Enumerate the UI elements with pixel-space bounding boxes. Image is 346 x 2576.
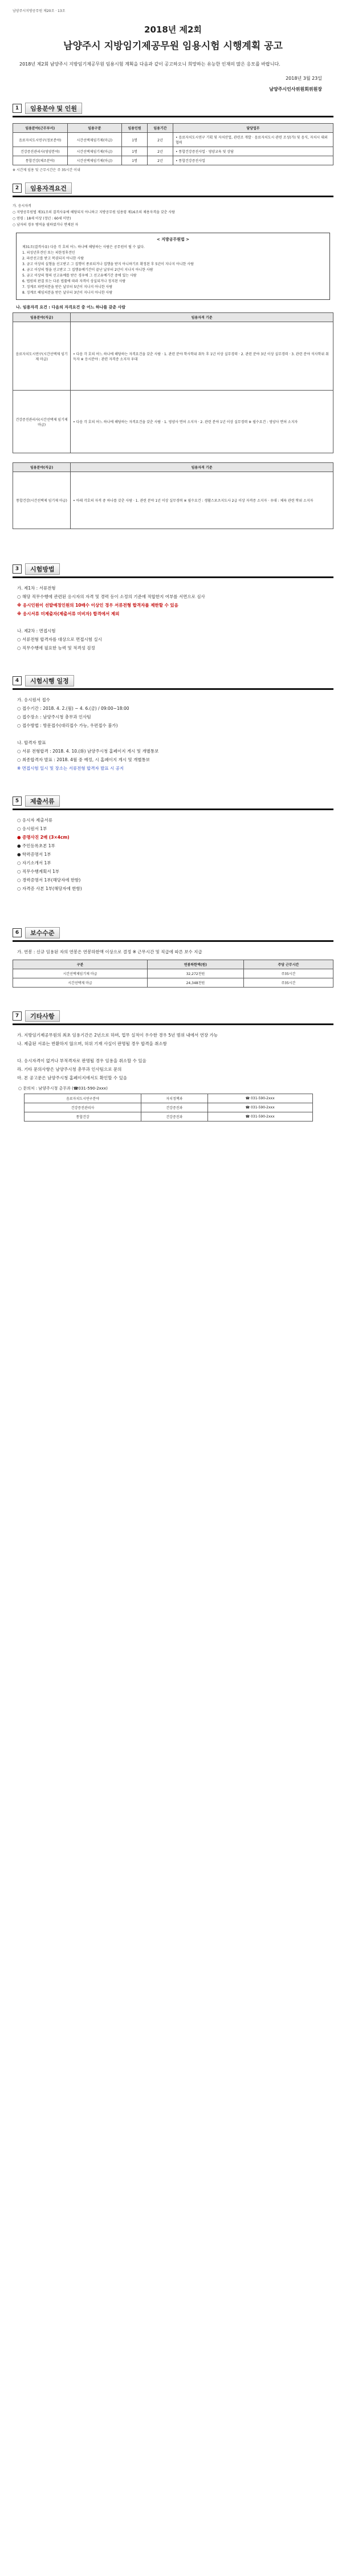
schedule-highlight: ※ 면접시험 일시 및 장소는 서류전형 합격자 발표 시 공지 — [17, 766, 124, 771]
cell: 건강증진과 — [141, 1112, 207, 1122]
cell: 2년 — [148, 147, 173, 156]
schedule-text — [13, 696, 333, 773]
law-line: 4. 금고 이상의 형을 선고받고 그 집행유예기간이 끝난 날부터 2년이 지나지 아니한 사람 — [22, 268, 153, 272]
th-type: 임용구분 — [67, 124, 122, 133]
th: 임용자격 기준 — [71, 313, 333, 322]
section-title: 제출서류 — [25, 795, 60, 807]
intro-text: 2018년 제2회 남양주시 지방임기제공무원 임용시험 계획을 다음과 같이 공고하오니 희망하는 유능한 인재의 많은 응모를 바랍니다. — [19, 62, 280, 67]
cell: 시간선택제임기제(마급) — [67, 156, 122, 165]
text-line: ○ 경력증명서 1부(해당자에 한함) — [17, 877, 81, 883]
cell: ☎ 031-590-2xxx — [207, 1112, 312, 1122]
th: 구분 — [13, 960, 148, 969]
table-row — [13, 147, 333, 156]
section-title: 시험시행 일정 — [25, 675, 74, 686]
table-row — [13, 391, 333, 453]
section-number: 5 — [13, 797, 22, 806]
cell: ☎ 031-590-2xxx — [207, 1094, 312, 1103]
text-line: ○ 서류전형 합격자를 대상으로 면접시험 실시 — [17, 637, 102, 642]
law-line: 제31조(결격사유) 다음 각 호의 어느 하나에 해당하는 사람은 공무원이 될 수 없다. — [22, 245, 145, 249]
table-row — [13, 322, 333, 391]
section-5-header — [13, 795, 333, 810]
law-box — [16, 233, 330, 300]
header-small: 남양주시지방공무원 제20조 · 13조 — [13, 9, 66, 13]
table-qualifications — [13, 312, 333, 453]
section-number: 2 — [13, 184, 22, 193]
section-number: 3 — [13, 564, 22, 574]
law-line: 8. 징계로 해임처분을 받은 날부터 3년이 지나지 아니한 사람 — [22, 291, 113, 295]
cell: 건강증진관리사 — [25, 1103, 141, 1112]
cell: 1명 — [122, 133, 148, 147]
text-line: ● 학력증명서 1부 — [17, 852, 51, 857]
text-line: 가. 지방임기제공무원의 최초 임용기간은 2년으로 하며, 업무 실적이 우수한 경우 5년 범위 내에서 연장 가능 — [17, 1033, 218, 1038]
section-number: 1 — [13, 104, 22, 113]
section-6-header — [13, 927, 333, 942]
cell: 음료자치도시연구(정보분야) — [13, 133, 68, 147]
text-line: ● 증명사진 2매 (3×4cm) — [17, 835, 70, 840]
law-line: 1. 피성년후견인 또는 피한정후견인 — [22, 251, 75, 255]
notice-page — [0, 0, 346, 1133]
text-line: ○ 연령 : 18세 이상 (정년 : 60세 미만) — [13, 217, 71, 221]
text-line: ● 주민등록초본 1부 — [17, 843, 55, 848]
th: 연봉하한액(원) — [148, 960, 244, 969]
cell: 2년 — [148, 133, 173, 147]
text-line: ○ 직무수행에 필요한 능력 및 적격성 검정 — [17, 645, 95, 651]
cell: 시간선택제임기제 마급 — [13, 969, 148, 978]
th-period: 임용기간 — [148, 124, 173, 133]
section-title: 보수수준 — [25, 927, 60, 938]
text-line: ○ 접수기간 : 2018. 4. 2.(월) ~ 4. 6.(금) / 09:00~18:00 — [17, 706, 129, 711]
text-line — [17, 618, 333, 627]
cell: 시간선택제임기제(마급) — [67, 133, 122, 147]
cell: • 아래 각호의 자격 중 하나를 갖춘 사람 · 1. 관련 분야 1년 이상 실무경력 ※ 필수요건 : 생활스포츠지도사 2급 이상 자격증 소지자 · 우대 : 체육 관련 학위 소지자 — [71, 472, 333, 529]
th: 임용분야(직급) — [13, 313, 71, 322]
law-line: 3. 금고 이상의 실형을 선고받고 그 집행이 종료되거나 집행을 받지 아니하기로 확정된 후 5년이 지나지 아니한 사람 — [22, 262, 194, 266]
text-line: ○ 자격증 사본 1부(해당자에 한함) — [17, 886, 82, 891]
text-line: 가. 응시원서 접수 — [17, 697, 50, 702]
table-row — [25, 1094, 313, 1103]
title-line-1: 2018년 제2회 — [144, 25, 202, 35]
qualification-text — [13, 203, 333, 228]
text-line — [17, 730, 333, 738]
law-line: 7. 징계로 파면처분을 받은 날부터 5년이 지나지 아니한 사람 — [22, 285, 113, 289]
cell: 1명 — [122, 156, 148, 165]
table-contact — [24, 1094, 313, 1122]
section-title: 임용분야 및 인원 — [25, 103, 82, 114]
table-row — [13, 978, 333, 988]
table-row — [25, 1112, 313, 1122]
text-line: ○ 남자의 경우 병역을 필하였거나 면제된 자 — [13, 223, 79, 227]
text-line: ※ 응시서류 미제출자(제출서류 미비자) 합격에서 제외 — [17, 611, 120, 616]
text-line: ○ 응시자 제출서류 — [17, 818, 53, 823]
title-line-2: 남양주시 지방임기제공무원 임용시험 시행계획 공고 — [63, 40, 283, 52]
text-line: ○ 해당 직무수행에 관련된 응시자의 자격 및 경력 등이 소정의 기준에 적합한지 여부를 서면으로 심사 — [17, 594, 205, 599]
text-line: 마. 본 공고문은 남양주시청 홈페이지에서도 확인할 수 있음 — [17, 1075, 127, 1080]
law-box-title: < 지방공무원법 > — [156, 237, 190, 242]
table-row — [13, 969, 333, 978]
text-line — [17, 1048, 333, 1057]
cell: ☎ 031-590-2xxx — [207, 1103, 312, 1112]
cell: • 통합건강증진사업 — [173, 156, 333, 165]
text-line: ○ 직무수행계획서 1부 — [17, 869, 60, 874]
cell: 건강증진관리사(시간선택제 임기제 마급) — [13, 391, 71, 453]
section-3-header — [13, 563, 333, 578]
table-row — [13, 156, 333, 165]
section-number: 6 — [13, 928, 22, 937]
text-line: 나. 합격자 발표 — [17, 740, 46, 745]
section-7-header — [13, 1010, 333, 1025]
section-number: 4 — [13, 676, 22, 685]
table-row — [13, 472, 333, 529]
salary-text: 가. 연봉 : 신규 임용된 자의 연봉은 연봉하한액 이상으로 결정 ※ 근무시간 및 직급에 따른 보수 지급 — [17, 949, 202, 954]
text-line: ○ 접수장소 : 남양주시청 총무과 인사팀 — [17, 714, 91, 720]
notice-date: 2018년 3월 23일 — [286, 76, 322, 81]
qualification-subtitle: 나. 임용자격 요건 : 다음의 자격요건 중 어느 하나를 갖춘 사람 — [16, 305, 126, 310]
table-salary — [13, 960, 333, 988]
cell: 건강증진과 — [141, 1103, 207, 1112]
text-line: ○ 서류 전형합격 : 2018. 4. 10.(화) 남양주시청 홈페이지 게시 및 개별통보 — [17, 749, 159, 754]
section-title: 임용자격요건 — [25, 182, 72, 194]
cell: 32,272천원 — [148, 969, 244, 978]
table-row — [25, 1103, 313, 1112]
cell: • 다음 각 호의 어느 하나에 해당하는 자격요건을 갖춘 사람 · 1. 영양사 면허 소지자 · 2. 관련 분야 1년 이상 실무경력 ※ 필수요건 : 영양사 면허 소지자 — [71, 391, 333, 453]
section-4-header — [13, 675, 333, 690]
text-line: ○ 접수방법 : 방문접수(대리접수 가능, 우편접수 불가) — [17, 723, 118, 728]
cell: • 음료자치도시연구 기획 및 자치산업, 관련조 개발 · 음료자치도시 관련 조성(가) 및 음식, 자치시 대외협력 — [173, 133, 333, 147]
other-text — [13, 1031, 333, 1082]
cell: • 통합건강증진사업 · 영양교육 및 상담 — [173, 147, 333, 156]
table-note: ※ 시간제 임용 및 근무시간은 주 35시간 이내 — [13, 168, 80, 172]
text-line: 나. 제2차 : 면접시험 — [17, 628, 56, 633]
section-title: 기타사항 — [25, 1010, 60, 1022]
section-2-header — [13, 182, 333, 197]
cell: 음료자치도시연구(시간선택제 임기제 마급) — [13, 322, 71, 391]
documents-text — [13, 816, 333, 893]
table-row — [13, 133, 333, 147]
section-1-header — [13, 103, 333, 117]
text-line: 가. 제1차 : 서류전형 — [17, 586, 56, 591]
law-line: 6. 법원의 판결 또는 다른 법률에 따라 자격이 상실되거나 정지된 사람 — [22, 279, 126, 283]
section-number: 7 — [13, 1011, 22, 1021]
section-title: 시험방법 — [25, 563, 60, 575]
table-qualifications-2 — [13, 462, 333, 529]
organization: 남양주시인사위원회위원장 — [269, 87, 322, 92]
text-line: 나. 제출된 서류는 반환하지 않으며, 허위 기재 사실이 판명될 경우 합격을 취소함 — [17, 1041, 167, 1046]
cell: 주35시간 — [243, 969, 333, 978]
cell: 24,348천원 — [148, 978, 244, 988]
th-field: 임용분야(근무부서) — [13, 124, 68, 133]
cell: • 다음 각 호의 어느 하나에 해당하는 자격요건을 갖춘 사람 · 1. 관련 분야 학사학위 취득 후 1년 이상 실무경력 · 2. 관련 분야 3년 이상 실무경력 · 3. 관련 분야 석사학위 취득자 ※ 응시분야 : 관련 자격증 소지자 우대 — [71, 322, 333, 391]
cell: 자치정책과 — [141, 1094, 207, 1103]
text-line: 가. 응시자격 — [13, 204, 31, 208]
cell: 통합건강(체조분야) — [13, 156, 68, 165]
th: 임용자격 기준 — [71, 463, 333, 472]
th: 주당 근무시간 — [243, 960, 333, 969]
cell: 2년 — [148, 156, 173, 165]
cell: 1명 — [122, 147, 148, 156]
cell: 건강증진관리사(영양분야) — [13, 147, 68, 156]
text-line: 라. 기타 문의사항은 남양주시청 총무과 인사팀으로 문의 — [17, 1067, 122, 1072]
cell: 주35시간 — [243, 978, 333, 988]
contact-title: ○ 문의처 : 남양주시청 총무과 (☎031-590-2xxx) — [18, 1086, 108, 1091]
table-positions — [13, 123, 333, 165]
th-duty: 담당업무 — [173, 124, 333, 133]
cell: 음료자치도시연구분야 — [25, 1094, 141, 1103]
text-line: ○ 지방공무원법 제31조의 결격사유에 해당되지 아니하고 지방공무원 임용령 제16조의 채용자격을 갖춘 사람 — [13, 210, 175, 214]
text-line: ○ 응시원서 1부 — [17, 826, 47, 831]
text-line: ○ 자기소개서 1부 — [17, 860, 51, 866]
text-line: ※ 응시인원이 선발예정인원의 10배수 이상인 경우 서류전형 합격자를 제한할 수 있음 — [17, 603, 178, 608]
th-count: 임용인원 — [122, 124, 148, 133]
cell: 통합건강 — [25, 1112, 141, 1122]
cell: 시간선택제 마급 — [13, 978, 148, 988]
exam-method-text — [13, 584, 333, 652]
th: 임용분야(직급) — [13, 463, 71, 472]
law-line: 2. 파산선고를 받고 복권되지 아니한 사람 — [22, 257, 84, 261]
cell: 통합건강(시간선택제 임기제 마급) — [13, 472, 71, 529]
text-line: ○ 최종합격자 발표 : 2018. 4월 중 예정, 시 홈페이지 게시 및 개별통보 — [17, 757, 150, 762]
text-line: 다. 응시자격이 없거나 부적격자로 판명될 경우 임용을 취소할 수 있음 — [17, 1058, 146, 1063]
law-line: 5. 금고 이상의 형의 선고유예를 받은 경우에 그 선고유예기간 중에 있는 사람 — [22, 274, 137, 278]
cell: 시간선택제임기제(마급) — [67, 147, 122, 156]
